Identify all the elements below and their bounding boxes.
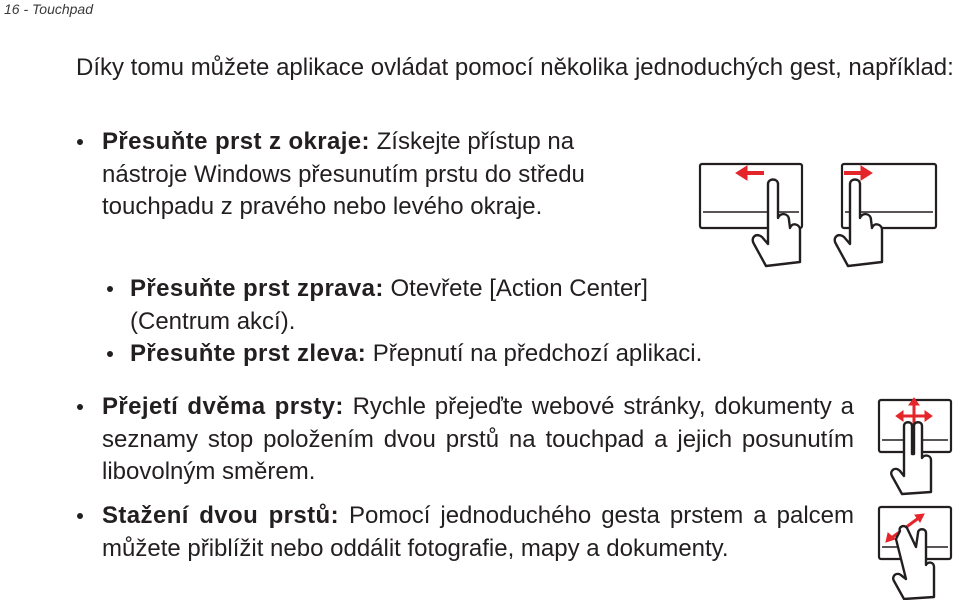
subitem-description: Otevřete [Action Center] (Centrum akcí). bbox=[130, 275, 648, 335]
bullet-marker bbox=[107, 351, 113, 357]
gesture-title: Přejetí dvěma prsty: bbox=[102, 393, 344, 420]
gesture-description: Rychle přejeďte webové stránky, dokumenty a seznamy stop položením dvou prstů na touchpad a jejich posunutím libovolným směrem. bbox=[102, 393, 854, 485]
gesture-item-two-finger-scroll bbox=[102, 391, 854, 489]
bullet-marker bbox=[77, 139, 83, 145]
gesture-description: Získejte přístup na nástroje Windows přesunutím prstu do středu touchpadu z pravého nebo levého okraje. bbox=[102, 128, 585, 220]
subitem-description: Přepnutí na předchozí aplikaci. bbox=[366, 340, 703, 367]
page-header: 16 - Touchpad bbox=[4, 1, 93, 17]
bullet-marker bbox=[107, 286, 113, 292]
pinch-zoom-icon bbox=[876, 503, 956, 600]
subitem-title: Přesuňte prst zprava: bbox=[130, 275, 384, 302]
gesture-item-edge-swipe bbox=[102, 126, 664, 224]
gesture-title: Stažení dvou prstů: bbox=[102, 502, 339, 529]
bullet-marker bbox=[77, 513, 83, 519]
subitem-swipe-left bbox=[130, 338, 830, 371]
two-finger-scroll-icon bbox=[876, 396, 956, 496]
intro-paragraph: Díky tomu můžete aplikace ovládat pomocí několika jednoduchých gest, například: bbox=[76, 54, 954, 81]
gesture-title: Přesuňte prst z okraje: bbox=[102, 128, 370, 155]
bullet-marker bbox=[77, 404, 83, 410]
subitem-title: Přesuňte prst zleva: bbox=[130, 340, 367, 367]
subitem-swipe-right bbox=[130, 273, 670, 338]
edge-swipe-icon bbox=[694, 158, 946, 274]
gesture-item-pinch-zoom bbox=[102, 500, 854, 565]
gesture-description: Pomocí jednoduchého gesta prstem a palcem můžete přiblížit nebo oddálit fotografie, mapy a dokumenty. bbox=[102, 502, 855, 562]
